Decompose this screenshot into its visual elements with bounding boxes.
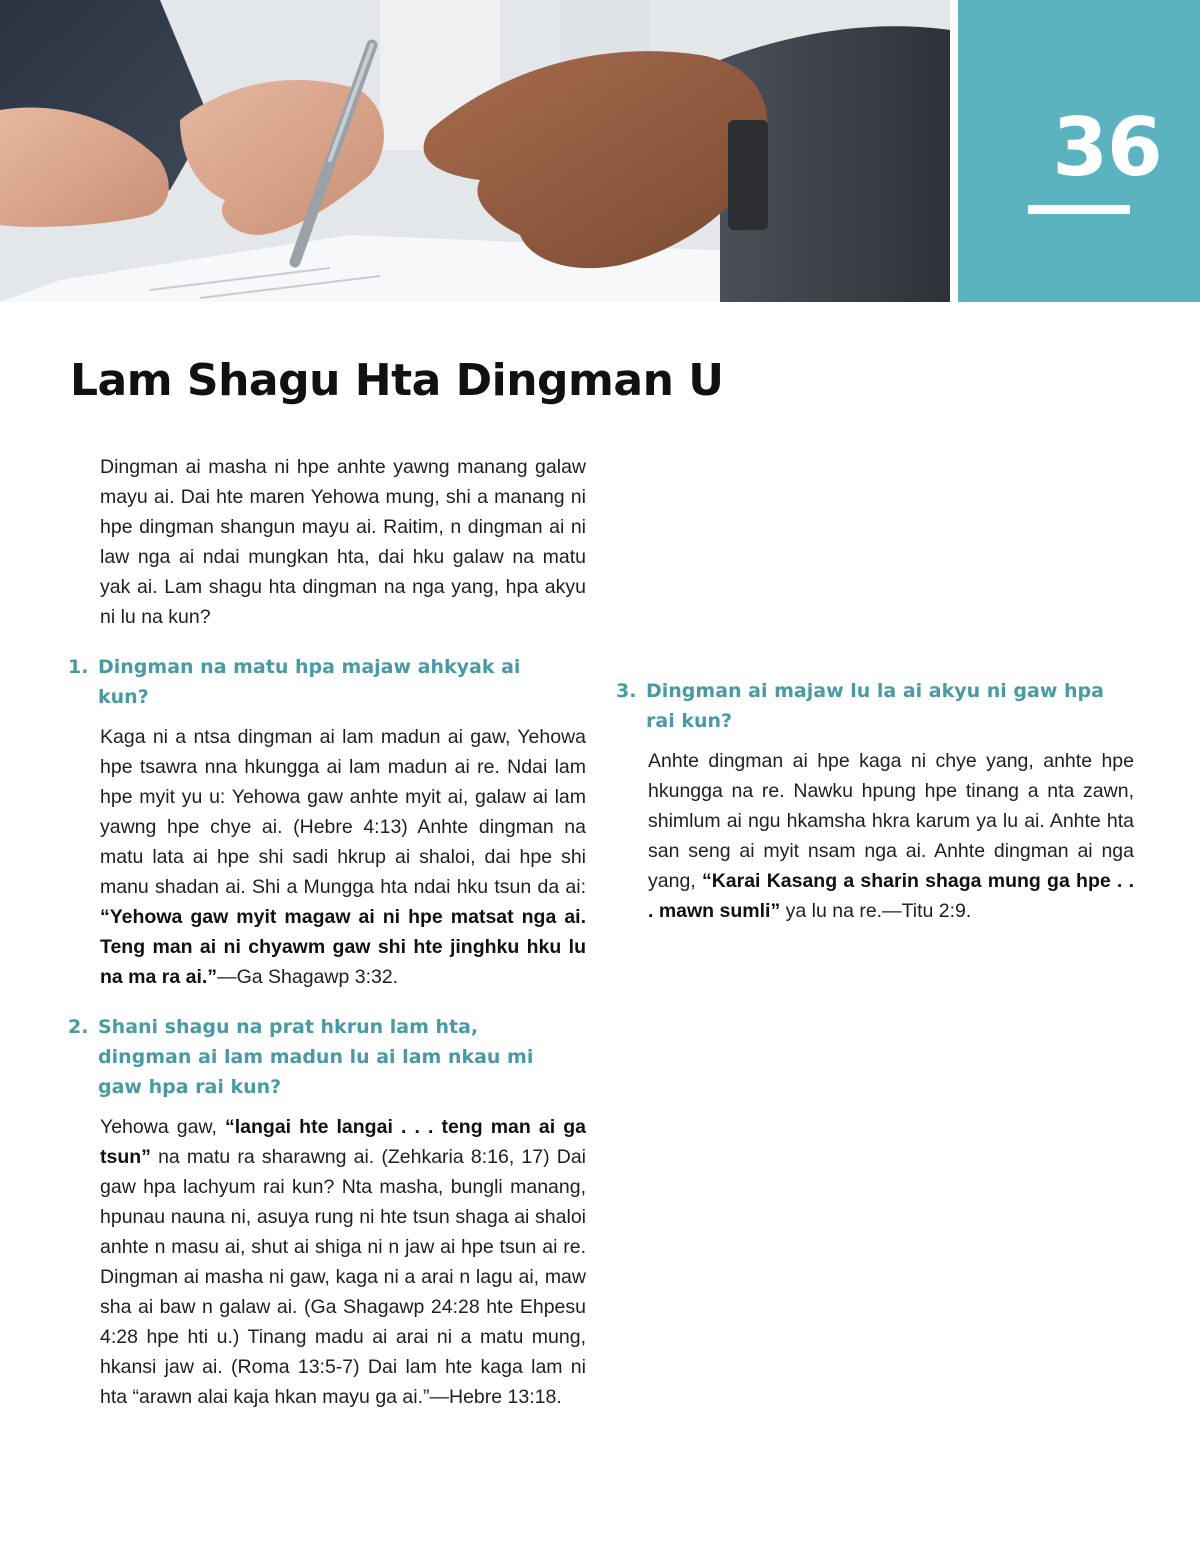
section-3-question-text: Dingman ai majaw lu la ai akyu ni gaw hpa rai kun? (646, 680, 1104, 732)
section-3-number: 3. (616, 680, 637, 702)
section-1-scripture-quote: “Yehowa gaw myit magaw ai ni hpe matsat nga ai. Teng man ai ni chyawm gaw shi hte jinghku hku lu na ma ra ai.” (100, 906, 586, 988)
section-1-number: 1. (68, 656, 89, 678)
section-3-question (616, 676, 1136, 736)
left-column (68, 452, 588, 1412)
handshake-contract-photo (0, 0, 950, 302)
section-1-body (100, 722, 586, 992)
chapter-badge (958, 0, 1200, 302)
section-1-scripture-reference: —Ga Shagawp 3:32. (217, 966, 399, 988)
section-2-number: 2. (68, 1016, 89, 1038)
section-3-body-text: Anhte dingman ai hpe kaga ni chye yang, anhte hpe hkungga na re. Nawku hpung hpe tinang a nta zawn, shimlum ai ngu hkamsha hkra karum ya lu ai. Anhte hta san seng ai myit nsam nga ai. Anhte dingman ai nga yang, (648, 750, 1134, 892)
right-column (616, 452, 1136, 926)
chapter-underline (1028, 205, 1130, 214)
section-2-body-text: Yehowa gaw, (100, 1116, 225, 1138)
lesson-title: Lam Shagu Hta Dingman U (70, 355, 724, 406)
header-photo (0, 0, 950, 302)
section-3-scripture-quote: “Karai Kasang a sharin shaga mung ga hpe . . . mawn sumli” (648, 870, 1134, 922)
section-1-question-text: Dingman na matu hpa majaw ahkyak ai kun? (98, 656, 521, 708)
section-2-question (68, 1012, 588, 1102)
section-3-body (648, 746, 1134, 926)
section-1-question (68, 652, 588, 712)
section-1-body-text: Kaga ni a ntsa dingman ai lam madun ai gaw, Yehowa hpe tsawra nna hkungga ai lam madun ai re. Ndai lam hpe myit yu u: Yehowa gaw anhte myit ai, galaw ai lam yawng hpe chye ai. (Hebre 4:13) Anhte dingman na matu lata ai hpe shi sadi hkrup ai shaloi, dai hpe shi manu shadan ai. Shi a Mungga hta ndai hku tsun da ai: (100, 726, 586, 898)
section-2-body (100, 1112, 586, 1412)
section-2-body-continued: na matu ra sharawng ai. (Zehkaria 8:16, 17) Dai gaw hpa lachyum rai kun? Nta masha, bungli manang, hpunau nauna ni, asuya rung ni hte tsun shaga ai shaloi anhte n masu ai, shut ai shiga ni n jaw ai hpe tsun ai re. Dingman ai masha ni gaw, kaga ni a arai n lagu ai, maw sha ai baw n galaw ai. (Ga Shagawp 24:28 hte Ehpesu 4:28 hpe hti u.) Tinang madu ai arai ni a matu mung, hkansi jaw ai. (Roma 13:5-7) Dai lam hte kaga lam ni hta “arawn alai kaja hkan mayu ga ai.”—Hebre 13:18. (100, 1146, 586, 1408)
section-2-scripture-quote: “langai hte langai . . . teng man ai ga tsun” (100, 1116, 587, 1168)
section-3-scripture-reference: ya lu na re.—Titu 2:9. (780, 900, 972, 922)
chapter-number: 36 (1052, 101, 1162, 194)
intro-paragraph: Dingman ai masha ni hpe anhte yawng manang galaw mayu ai. Dai hte maren Yehowa mung, shi a manang ni hpe dingman shangun mayu ai. Raitim, n dingman ai ni law nga ai ndai mungkan hta, dai hku galaw na matu yak ai. Lam shagu hta dingman na nga yang, hpa akyu ni lu na kun? (100, 456, 586, 628)
section-2-question-text: Shani shagu na prat hkrun lam hta, dingman ai lam madun lu ai lam nkau mi gaw hpa rai kun? (98, 1016, 534, 1098)
